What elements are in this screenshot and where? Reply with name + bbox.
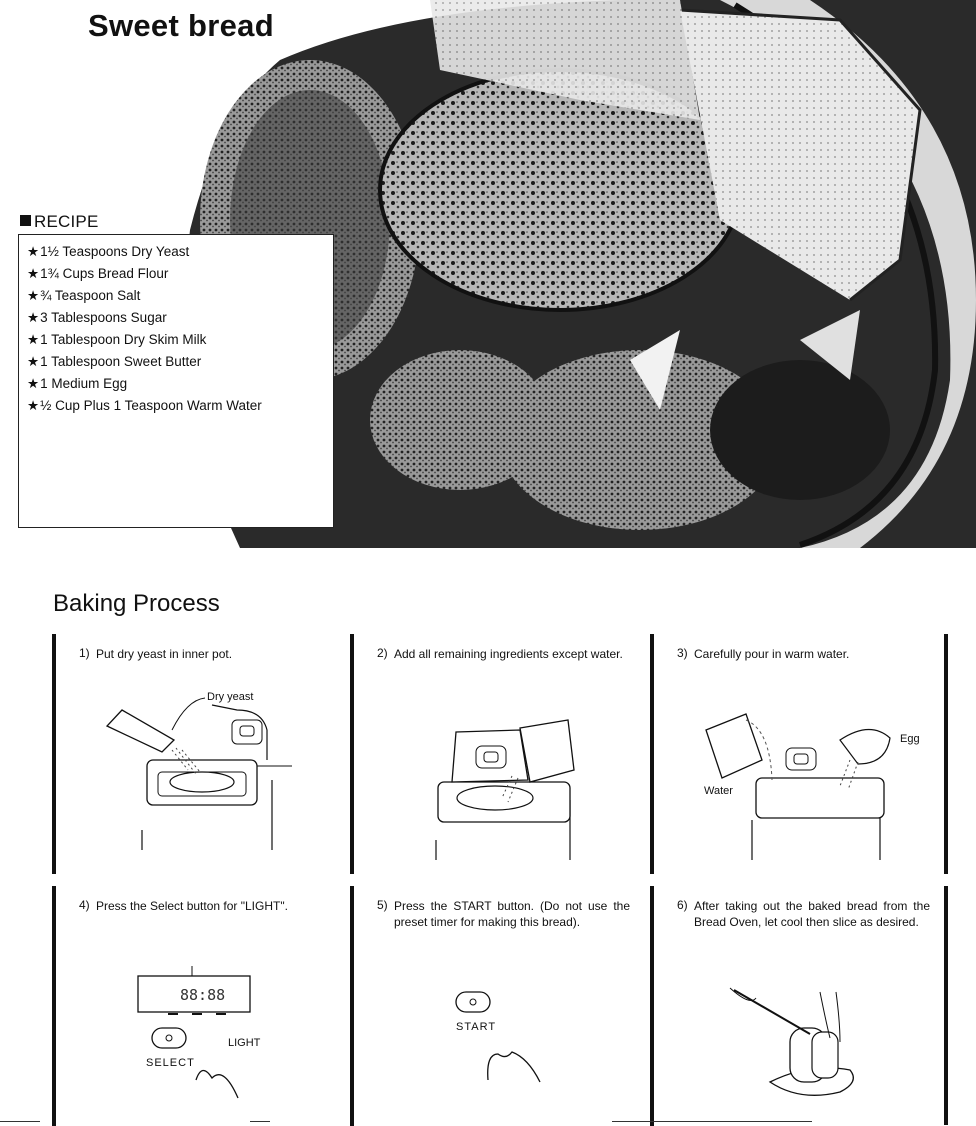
step-number: 4) xyxy=(79,898,90,912)
water-label: Water xyxy=(704,785,733,797)
recipe-heading-text: RECIPE xyxy=(34,212,99,231)
lcd-display: 88:88 xyxy=(180,986,226,1004)
pour-water-illustration xyxy=(690,690,940,860)
star-icon: ★ xyxy=(27,266,40,281)
step-number: 5) xyxy=(377,898,388,912)
dry-yeast-label: Dry yeast xyxy=(207,691,254,703)
step-text: After taking out the baked bread from the Bread Oven, let cool then slice as desired. xyxy=(694,899,930,929)
step-panel-3 xyxy=(650,634,942,874)
select-label: SELECT xyxy=(146,1057,195,1069)
footer-rule xyxy=(612,1121,812,1122)
step-number: 6) xyxy=(677,898,688,912)
step-text: Press the START button. (Do not use the preset timer for making this bread). xyxy=(394,899,630,929)
step-divider xyxy=(350,886,354,1126)
star-icon: ★ xyxy=(27,376,40,391)
ingredient-text: 1 Medium Egg xyxy=(40,376,128,391)
ingredient-list xyxy=(19,235,333,417)
step-panel-5 xyxy=(350,886,642,1126)
list-item xyxy=(27,285,333,307)
star-icon: ★ xyxy=(27,244,40,259)
footer-rule xyxy=(250,1121,270,1122)
step-text: Press the Select button for "LIGHT". xyxy=(96,899,288,913)
step-text: Put dry yeast in inner pot. xyxy=(96,647,233,661)
star-icon: ★ xyxy=(27,288,40,303)
star-icon: ★ xyxy=(27,354,40,369)
ingredient-text: 1½ Teaspoons Dry Yeast xyxy=(40,244,190,259)
star-icon: ★ xyxy=(27,310,40,325)
step-number: 3) xyxy=(677,646,688,660)
step-divider xyxy=(52,634,56,874)
egg-label: Egg xyxy=(900,733,920,745)
select-button-illustration xyxy=(92,942,322,1112)
ingredient-text: ½ Cup Plus 1 Teaspoon Warm Water xyxy=(40,398,262,413)
list-item xyxy=(27,351,333,373)
list-item xyxy=(27,307,333,329)
hand-icon xyxy=(488,1052,540,1082)
section-title: Baking Process xyxy=(53,590,220,617)
hand-icon xyxy=(196,1070,238,1098)
list-item xyxy=(27,241,333,263)
list-item xyxy=(27,263,333,285)
ingredient-text: 3 Tablespoons Sugar xyxy=(40,310,167,325)
light-label: LIGHT xyxy=(228,1037,261,1049)
list-item xyxy=(27,373,333,395)
ingredient-text: ¾ Teaspoon Salt xyxy=(40,288,141,303)
step-divider xyxy=(650,886,654,1126)
square-bullet-icon xyxy=(20,215,31,226)
start-button-icon xyxy=(456,992,490,1012)
ingredient-text: 1 Tablespoon Dry Skim Milk xyxy=(40,332,207,347)
list-item xyxy=(27,329,333,351)
step-text: Carefully pour in warm water. xyxy=(694,647,850,661)
ingredients-pot-illustration xyxy=(390,690,620,860)
step-panel-6 xyxy=(650,886,942,1126)
select-button-icon xyxy=(152,1028,186,1048)
footer-rule xyxy=(0,1121,40,1122)
step-divider xyxy=(350,634,354,874)
page-edge-bar xyxy=(944,886,948,1125)
ingredient-text: 1 Tablespoon Sweet Butter xyxy=(40,354,202,369)
ingredient-text: 1¾ Cups Bread Flour xyxy=(40,266,169,281)
step-divider xyxy=(52,886,56,1126)
star-icon: ★ xyxy=(27,398,40,413)
step-divider xyxy=(650,634,654,874)
step-panel-2 xyxy=(350,634,642,874)
step-text: Add all remaining ingredients except water. xyxy=(394,647,623,661)
step-number: 2) xyxy=(377,646,388,660)
page-title: Sweet bread xyxy=(88,8,274,43)
recipe-box xyxy=(18,234,334,528)
slice-bread-illustration xyxy=(690,942,920,1112)
start-label: START xyxy=(456,1021,497,1033)
step-panel-1 xyxy=(52,634,344,874)
start-button-illustration xyxy=(390,942,620,1112)
recipe-heading xyxy=(20,212,99,232)
page-edge-bar xyxy=(944,634,948,874)
yeast-pot-illustration xyxy=(92,690,322,860)
step-panel-4 xyxy=(52,886,344,1126)
list-item xyxy=(27,395,333,417)
step-number: 1) xyxy=(79,646,90,660)
star-icon: ★ xyxy=(27,332,40,347)
